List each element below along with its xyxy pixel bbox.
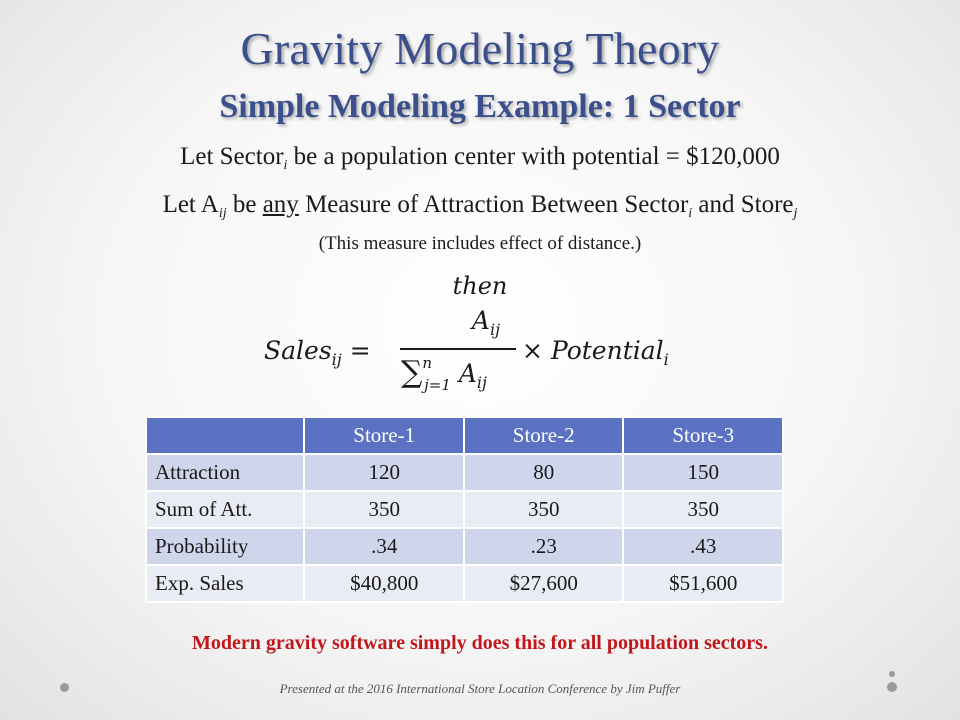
table-cell: 350 [304, 491, 464, 528]
table-row [146, 491, 783, 528]
attraction-text-4: and Store [692, 191, 794, 218]
table-header-row [146, 417, 783, 454]
table-header-blank [146, 417, 304, 454]
table-cell: 150 [623, 454, 783, 491]
table-cell: $51,600 [623, 565, 783, 602]
sector-definition-prefix: Let Sector [180, 143, 284, 170]
formula-potential-subscript: i [663, 350, 669, 369]
formula-rhs [522, 336, 669, 369]
row-label: Probability [146, 528, 304, 565]
formula-lhs [264, 336, 371, 369]
table-cell: .23 [464, 528, 624, 565]
formula-potential: Potential [550, 336, 664, 365]
formula-times: × [522, 336, 543, 365]
table-cell: 350 [464, 491, 624, 528]
table-cell: .43 [623, 528, 783, 565]
sector-subscript: i [283, 158, 288, 173]
attraction-definition [0, 191, 960, 222]
formula-sales: Sales [264, 336, 332, 365]
formula-numerator [436, 306, 536, 339]
formula-equals: = [349, 336, 371, 365]
attraction-any-underlined: any [262, 191, 299, 218]
table-row [146, 528, 783, 565]
decorative-dot-right-small [889, 671, 895, 677]
software-note: Modern gravity software simply does this for all population sectors. [192, 632, 768, 654]
decorative-dot-left [60, 683, 69, 692]
row-label: Sum of Att. [146, 491, 304, 528]
table-header-store-3: Store-3 [623, 417, 783, 454]
attraction-text-2: be [226, 191, 263, 218]
table-cell: $27,600 [464, 565, 624, 602]
attraction-text-3: Measure of Attraction Between Sector [298, 191, 689, 218]
slide-title: Gravity Modeling Theory [240, 23, 720, 74]
attraction-subscript-j: j [793, 206, 798, 221]
formula-denominator [401, 354, 487, 394]
table-row [146, 454, 783, 491]
sales-table [145, 416, 784, 603]
sales-formula [264, 306, 724, 396]
distance-note: (This measure includes effect of distance.) [318, 233, 642, 254]
table-cell: 120 [304, 454, 464, 491]
attraction-subscript-i: i [688, 206, 693, 221]
formula-den-subscript: ij [476, 373, 487, 392]
table-cell: 80 [464, 454, 624, 491]
row-label: Exp. Sales [146, 565, 304, 602]
sigma-lower-limit: j=1 [424, 376, 451, 394]
sector-definition [0, 143, 960, 174]
formula-num-subscript: ij [489, 320, 501, 339]
table-cell: 350 [623, 491, 783, 528]
slide-subtitle: Simple Modeling Example: 1 Sector [219, 88, 741, 125]
table-cell: .34 [304, 528, 464, 565]
then-label: then [452, 272, 508, 300]
attraction-subscript-ij: ij [218, 206, 227, 221]
table-header-store-1: Store-1 [304, 417, 464, 454]
table-header-store-2: Store-2 [464, 417, 624, 454]
formula-sales-subscript: ij [331, 350, 342, 369]
table-cell: $40,800 [304, 565, 464, 602]
formula-den-a: A [458, 359, 477, 388]
row-label: Attraction [146, 454, 304, 491]
sigma-symbol: ∑ [401, 355, 423, 390]
sigma-upper-limit: n [422, 354, 433, 372]
attraction-text-1: Let A [162, 191, 219, 218]
decorative-dot-right [887, 682, 897, 692]
sector-definition-suffix: be a population center with potential = $120,000 [287, 143, 780, 170]
table-row [146, 565, 783, 602]
fraction-bar [400, 348, 516, 350]
formula-num-a: A [471, 306, 490, 335]
presentation-footer: Presented at the 2016 International Store Location Conference by Jim Puffer [279, 681, 681, 696]
